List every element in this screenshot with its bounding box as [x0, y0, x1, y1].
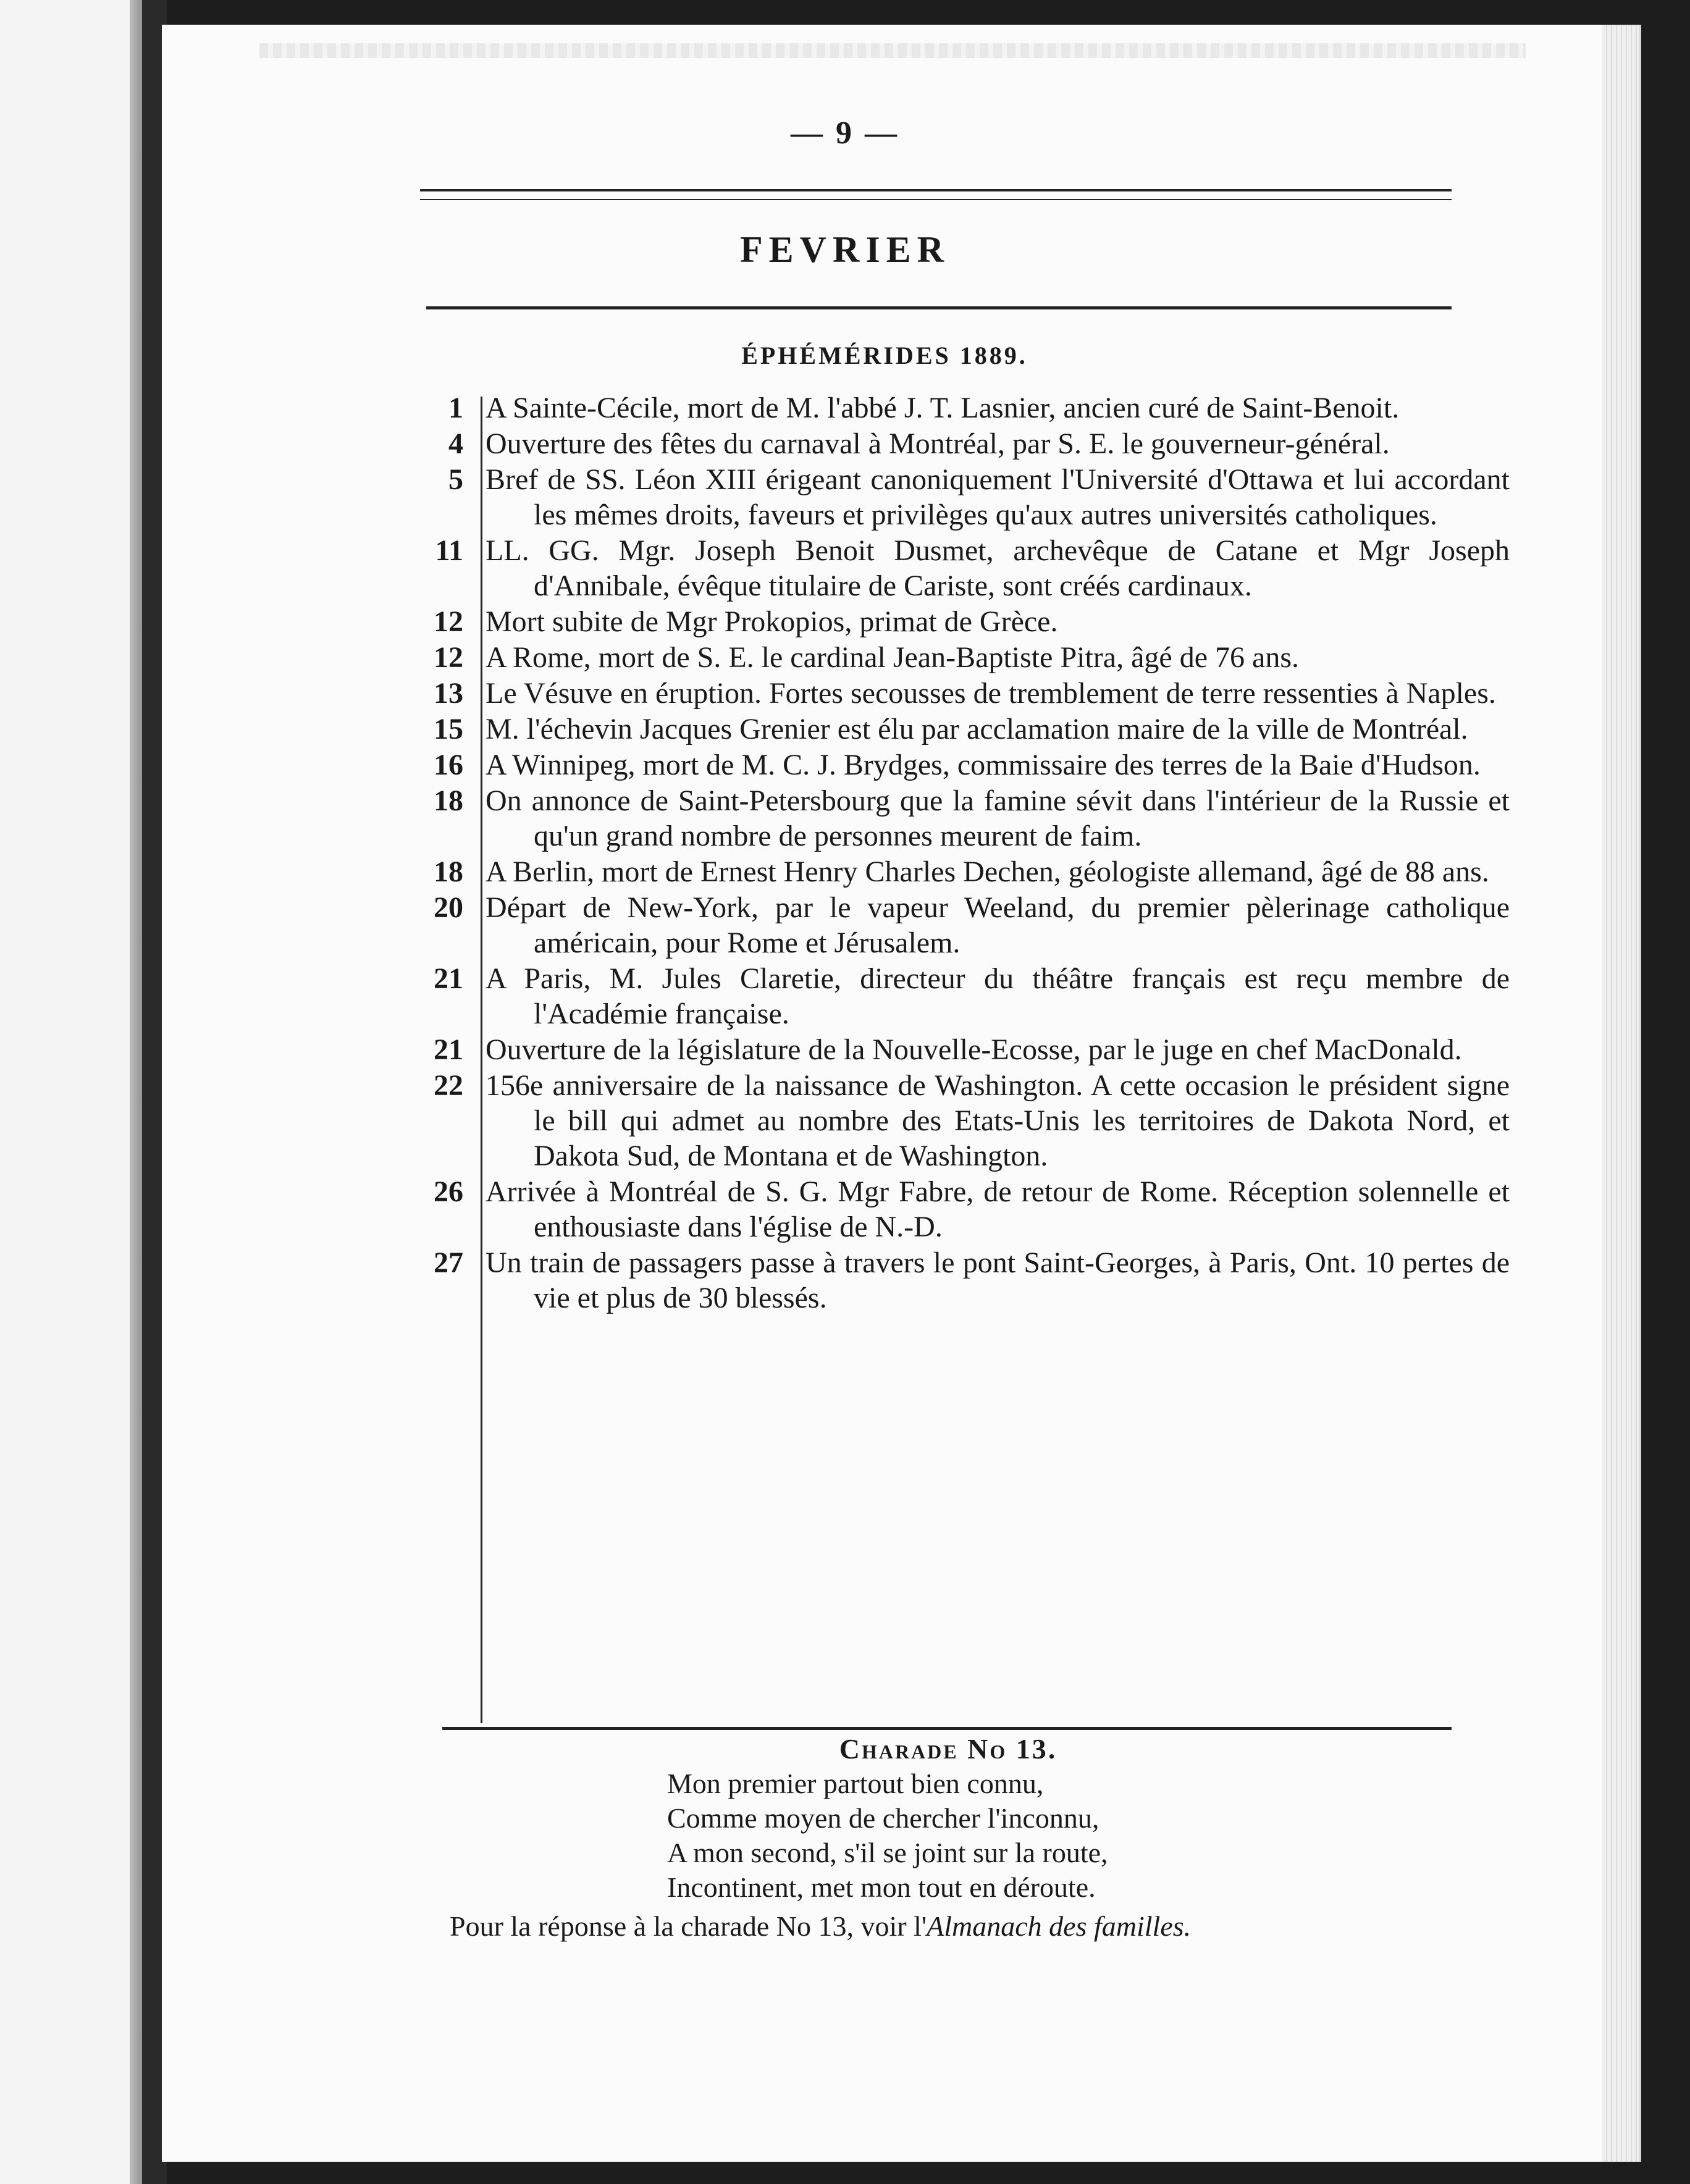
event-text: Le Vésuve en éruption. Fortes secousses de tremblement de terre ressenties à Naples. [486, 677, 1496, 710]
event-entry [371, 390, 1532, 426]
section-title: ÉPHÉMÉRIDES 1889. [741, 342, 1028, 369]
event-text: A Rome, mort de S. E. le cardinal Jean-Baptiste Pitra, âgé de 76 ans. [486, 641, 1299, 674]
event-entry [371, 640, 1532, 675]
event-text: Mort subite de Mgr Prokopios, primat de Grèce. [486, 605, 1058, 638]
ephemerides-list [371, 390, 1532, 1316]
event-text: A Berlin, mort de Ernest Henry Charles Dechen, géologiste allemand, âgé de 88 ans. [486, 855, 1489, 888]
charade-title: Charade No 13. [839, 1733, 1057, 1765]
event-text: Départ de New-York, par le vapeur Weeland, du premier pèlerinage catholique américain, pour Rome et Jérusalem. [486, 891, 1510, 959]
event-day: 1 [448, 392, 463, 424]
verse-line: Incontinent, met mon tout en déroute. [667, 1871, 1096, 1903]
top-double-rule [420, 189, 1452, 191]
charade-verse [667, 1766, 1458, 1905]
month-title: FEVRIER [739, 229, 951, 270]
event-text: M. l'échevin Jacques Grenier est élu par acclamation maire de la ville de Montréal. [486, 713, 1468, 746]
event-day: 21 [434, 1033, 463, 1066]
event-text: 156e anniversaire de la naissance de Washington. A cette occasion le président signe le bill qui admet au nombre des Etats-Unis les territoires de Dakota Nord, et Dakota Sud, de Montana et de Washington. [486, 1069, 1510, 1172]
event-entry [371, 854, 1532, 889]
event-entry [371, 961, 1532, 1031]
verse-line: Mon premier partout bien connu, [667, 1768, 1044, 1799]
title-rule [426, 306, 1452, 309]
charade-block [445, 1732, 1458, 1905]
event-day: 12 [434, 641, 463, 674]
event-text: On annonce de Saint-Petersbourg que la famine sévit dans l'intérieur de la Russie et qu'un grand nombre de personnes meurent de faim. [486, 784, 1510, 852]
event-entry [371, 1068, 1532, 1174]
event-entry [371, 747, 1532, 783]
event-day: 11 [435, 534, 463, 567]
event-day: 18 [434, 784, 463, 817]
event-day: 16 [434, 749, 463, 781]
answer-prefix: Pour la réponse à la charade No 13, voir l' [450, 1910, 927, 1942]
event-day: 4 [448, 427, 463, 460]
event-text: A Sainte-Cécile, mort de M. l'abbé J. T. Lasnier, ancien curé de Saint-Benoit. [486, 392, 1400, 424]
event-text: Un train de passagers passe à travers le pont Saint-Georges, à Paris, Ont. 10 pertes de vie et plus de 30 blessés. [486, 1246, 1510, 1314]
event-day: 15 [434, 713, 463, 746]
event-day: 13 [434, 677, 463, 710]
event-text: Arrivée à Montréal de S. G. Mgr Fabre, de retour de Rome. Réception solennelle et enthousiaste dans l'église de N.-D. [486, 1175, 1510, 1243]
event-day: 5 [448, 463, 463, 496]
event-entry [371, 462, 1532, 532]
show-through-text [259, 43, 1526, 58]
charade-rule [442, 1727, 1452, 1730]
event-day: 18 [434, 855, 463, 888]
event-entry [371, 783, 1532, 854]
event-day: 22 [434, 1069, 463, 1102]
event-text: A Paris, M. Jules Claretie, directeur du théâtre français est reçu membre de l'Académie française. [486, 962, 1510, 1030]
event-entry [371, 426, 1532, 461]
facing-page-edge [0, 0, 154, 2184]
event-entry [371, 712, 1532, 747]
event-day: 21 [434, 962, 463, 995]
event-entry [371, 604, 1532, 639]
event-entry [371, 1174, 1532, 1245]
answer-reference: Almanach des familles. [927, 1910, 1192, 1942]
verse-line: Comme moyen de chercher l'inconnu, [667, 1802, 1099, 1834]
event-text: Ouverture des fêtes du carnaval à Montréal, par S. E. le gouverneur-général. [486, 427, 1390, 460]
verse-line: A mon second, s'il se joint sur la route, [667, 1837, 1108, 1868]
event-entry [371, 676, 1532, 711]
event-text: A Winnipeg, mort de M. C. J. Brydges, commissaire des terres de la Baie d'Hudson. [486, 749, 1481, 781]
event-day: 20 [434, 891, 463, 924]
event-text: Ouverture de la législature de la Nouvelle-Ecosse, par le juge en chef MacDonald. [486, 1033, 1462, 1066]
event-entry [371, 1245, 1532, 1316]
event-text: LL. GG. Mgr. Joseph Benoit Dusmet, archevêque de Catane et Mgr Joseph d'Annibale, évêque titulaire de Cariste, sont créés cardinaux. [486, 534, 1510, 602]
event-entry [371, 533, 1532, 603]
charade-answer [450, 1910, 1463, 1942]
event-day: 26 [434, 1175, 463, 1208]
page-number: — 9 — [791, 116, 899, 151]
event-day: 27 [434, 1246, 463, 1279]
event-entry [371, 1032, 1532, 1067]
event-text: Bref de SS. Léon XIII érigeant canoniquement l'Université d'Ottawa et lui accordant les mêmes droits, faveurs et privilèges qu'aux autres universités catholiques. [486, 463, 1510, 531]
event-day: 12 [434, 605, 463, 638]
event-entry [371, 890, 1532, 960]
top-double-rule-thin [420, 199, 1452, 200]
